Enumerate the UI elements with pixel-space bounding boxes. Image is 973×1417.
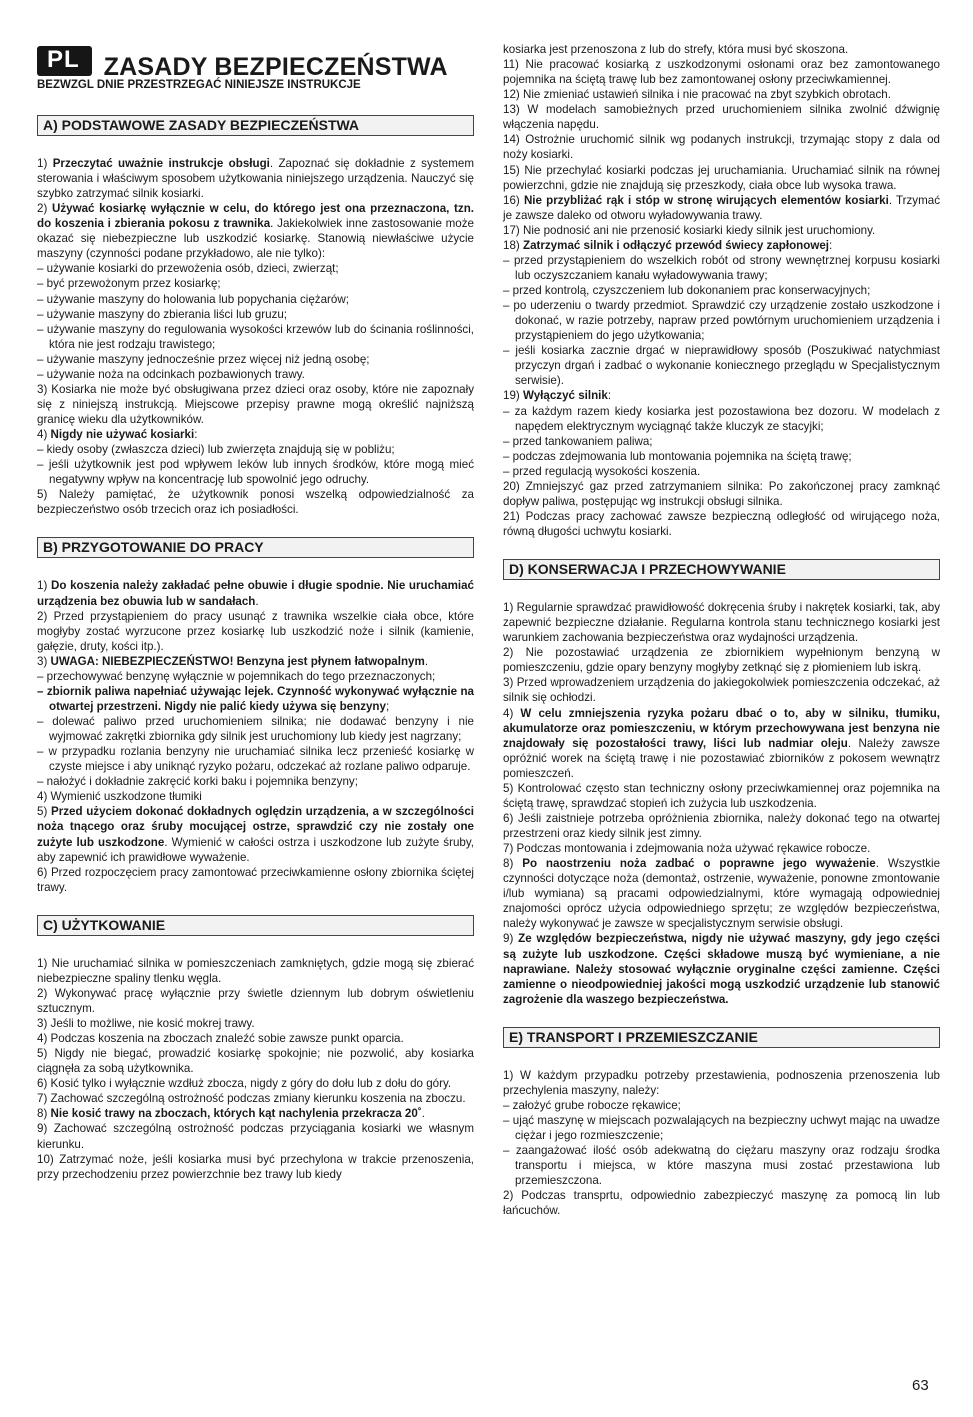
list-item — [503, 1113, 940, 1143]
paragraph — [37, 1152, 474, 1182]
paragraph-text: 7) Podczas montowania i zdejmowania noża używać rękawice robocze. — [503, 842, 871, 856]
paragraph — [37, 578, 474, 608]
paragraph — [37, 609, 474, 654]
list-item-text: ; — [385, 699, 390, 713]
paragraph — [37, 654, 474, 669]
paragraph-number: 4) — [503, 706, 521, 720]
paragraph — [503, 856, 940, 931]
paragraph-text: 6) Przed rozpoczęciem pracy zamontować przeciwkamienne osłony zbiornika ściętej trawy. — [37, 865, 474, 894]
paragraph — [503, 163, 940, 193]
list-item-text: – przed tankowaniem paliwa; — [503, 434, 653, 448]
list-item — [37, 261, 474, 276]
paragraph-bold-text: Po naostrzeniu noża zadbać o poprawne jego wyważenie — [522, 857, 876, 871]
paragraph-text: 1) Nie uruchamiać silnika w pomieszczeniach zamkniętych, gdzie mogą się zbierać niebezpieczne spaliny tlenku węgla. — [37, 956, 474, 985]
paragraph — [503, 132, 940, 162]
paragraph — [503, 931, 940, 1006]
paragraph-number: 18) — [503, 238, 523, 252]
list-item — [503, 298, 940, 343]
paragraph-text: 4) Wymienić uszkodzone tłumiki — [37, 790, 202, 804]
section-d-body — [503, 600, 940, 1007]
paragraph-text: 3) Przed wprowadzeniem urządzenia do jakiegokolwiek pomieszczenia odczekać, aż silnik się ochłodzi. — [503, 676, 940, 705]
list-item-text: – po uderzeniu o twardy przedmiot. Sprawdzić czy urządzenie zostało uszkodzone i dokonać, w razie potrzeby, napraw przed powtórnym uruchomieniem urządzenia i przystąpieniem do jego użytkowania; — [503, 299, 940, 343]
paragraph-text: : — [829, 238, 833, 252]
paragraph-number: 9) — [503, 932, 519, 946]
paragraph-text: 15) Nie przechylać kosiarki podczas jej uruchamiania. Uruchamiać silnik na równej powierzchni, gdzie nie znajdują się przeszkody, ciała obce lub wysoka trawa. — [503, 163, 940, 192]
paragraph-text: 20) Zmniejszyć gaz przed zatrzymaniem silnika: Po zakończonej pracy zamknąć dopływ paliwa, postępując wg instrukcji obsługi silnika. — [503, 479, 940, 508]
paragraph-text: 17) Nie podnosić ani nie przenosić kosiarki kiedy silnik jest uruchomiony. — [503, 223, 876, 237]
paragraph-text: . — [255, 594, 259, 608]
paragraph — [37, 1091, 474, 1106]
paragraph-text: 2) Podczas transprtu, odpowiednio zabezpieczyć maszynę za pomocą lin lub łańcuchów. — [503, 1189, 940, 1218]
list-item — [503, 1143, 940, 1188]
list-item — [37, 744, 474, 774]
paragraph-text: 5) Kontrolować często stan techniczny osłony przeciwkamiennej oraz pojemnika na ściętą trawę, sprawdzać stopień ich zużycia lub uszkodzenia. — [503, 781, 940, 810]
list-item-text: – przed przystąpieniem do wszelkich robót od strony wewnętrznej korpusu kosiarki lub oczyszczaniem kanału wyładowywania trawy; — [503, 253, 940, 282]
list-item-text: – zaangażować ilość osób adekwatną do ciężaru maszyny oraz rodzaju środka transportu i miejsca, w które maszyna musi zostać przestawiona lub przemieszczona. — [503, 1144, 940, 1188]
paragraph-text: 4) Podczas koszenia na zboczach znaleźć sobie zawsze punkt oparcia. — [37, 1032, 404, 1046]
paragraph-text: 6) Jeśli zaistnieje potrzeba opróżnienia zbiornika, należy dokonać tego na otwartej przestrzeni oraz kiedy silnik jest zimny. — [503, 811, 940, 840]
paragraph — [503, 645, 940, 675]
list-item — [503, 464, 940, 479]
paragraph-bold-text: Ze względów bezpieczeństwa, nigdy nie używać maszyny, gdy jego części są zużyte lub uszkodzone. Części składowe muszą być wymieniane, a nie naprawiane. Należy stosować wyłącznie oryginalne części zamienne. Części zamienne o nieodpowiedniej jakości mogą uszkodzić urządzenie lub stanowić zagrożenie dla waszego bezpieczeństwa. — [503, 932, 940, 1006]
paragraph-number: 8) — [503, 857, 523, 871]
right-column — [503, 42, 940, 1218]
paragraph-number: 8) — [37, 1107, 51, 1121]
paragraph — [503, 102, 940, 132]
list-item-text: – założyć grube robocze rękawice; — [503, 1098, 681, 1112]
list-item — [503, 404, 940, 434]
page-subtitle: BEZWZGL DNIE PRZESTRZEGAĆ NINIEJSZE INSTRUKCJE — [37, 79, 361, 91]
paragraph — [503, 509, 940, 539]
list-item-text: – przechowywać benzynę wyłącznie w pojemnikach do tego przeznaczonych; — [37, 669, 436, 683]
list-item-text: – nałożyć i dokładnie zakręcić korki baku i pojemnika benzyny; — [37, 775, 358, 789]
list-item-text: – przed kontrolą, czyszczeniem lub dokonaniem prac konserwacyjnych; — [503, 284, 871, 297]
paragraph-bold-text: Przed użyciem dokonać dokładnych oględzin urządzenia, a w szczególności noża tnącego oraz śruby mocującej ostrze, sprawdzić czy nie zostały one zużyte lub uszkodzone — [37, 805, 474, 849]
paragraph — [37, 1121, 474, 1151]
section-c-body — [37, 956, 474, 1182]
section-d-title: D) KONSERWACJA I PRZECHOWYWANIE — [503, 559, 940, 580]
paragraph-text: 13) W modelach samobieżnych przed uruchomieniem silnika zwolnić dźwignię włączenia napędu. — [503, 103, 940, 132]
list-item — [503, 253, 940, 283]
paragraph-number: 3) — [37, 654, 51, 668]
paragraph — [503, 42, 940, 57]
paragraph — [37, 804, 474, 864]
paragraph — [503, 479, 940, 509]
list-item — [503, 449, 940, 464]
paragraph-text: 7) Zachować szczególną ostrożność podczas zmiany kierunku koszenia na zboczu. — [37, 1092, 466, 1106]
paragraph-number: 2) — [37, 202, 52, 216]
paragraph — [503, 781, 940, 811]
list-item-bold-text: – zbiornik paliwa napełniać używając lejek. Czynność wykonywać wyłącznie na otwartej przestrzeni. Nigdy nie palić kiedy używa się benzyny — [37, 684, 474, 713]
paragraph — [503, 1188, 940, 1218]
paragraph-text: . Trzymać je zawsze daleko od otworu wyładowywania trawy. — [503, 193, 941, 222]
list-item — [37, 292, 474, 307]
paragraph-number: 1) — [37, 156, 53, 170]
list-item-text: – kiedy osoby (zwłaszcza dzieci) lub zwierzęta znajdują się w pobliżu; — [37, 443, 395, 457]
paragraph-bold-text: Nigdy nie używać kosiarki — [50, 428, 195, 442]
paragraph-text: . Należy zawsze opróżnić worek na ściętą trawę i nie pozostawiać zbiorników z pokosem wewnątrz pomieszczeń. — [503, 736, 940, 780]
list-item-text: – być przewożonym przez kosiarkę; — [37, 277, 221, 291]
paragraph-number: 4) — [37, 428, 51, 442]
paragraph-number: 16) — [503, 193, 524, 207]
list-item-text: – używanie noża na odcinkach pozbawionych trawy. — [37, 367, 305, 381]
paragraph — [37, 865, 474, 895]
paragraph-text: 3) Jeśli to możliwe, nie kosić mokrej trawy. — [37, 1017, 255, 1030]
paragraph — [503, 87, 940, 102]
paragraph-text: . Wszystkie czynności dotyczące noża (demontaż, ostrzenie, wyważenie, ponowne zmontowanie i/lub wymiana) są pracami odpowiedzialnymi, które wymagają odpowiedniej znajomości oprócz użycia odpowiedniego sprzętu; ze względów bezpieczeństwa, należy wykonywać je zawsze w specjalistycznym serwisie obsługi. — [503, 857, 941, 931]
list-item-text: – używanie maszyny do regulowania wysokości krzewów lub do ścinania roślinności, która nie jest rodzaju trawistego; — [37, 322, 474, 351]
paragraph-text: 14) Ostrożnie uruchomić silnik wg podanych instrukcji, trzymając stopy z dala od noży kosiarki. — [503, 133, 940, 162]
list-item — [37, 442, 474, 457]
paragraph-text: : — [194, 428, 198, 442]
section-b-title: B) PRZYGOTOWANIE DO PRACY — [37, 537, 474, 558]
list-item-text: – podczas zdejmowania lub montowania pojemnika na ściętą trawę; — [503, 449, 852, 463]
page-title: ZASADY BEZPIECZEŃSTWA — [103, 53, 448, 81]
list-item-text: – dolewać paliwo przed uruchomieniem silnika; nie dodawać benzyny i nie wyjmować zakrętki zbiornika gdy silnik jest uruchomiony lub kiedy jest nagrzany; — [37, 715, 474, 744]
list-item-text: – ująć maszynę w miejscach pozwalających na bezpieczny uchwyt mając na uwadze ciężar i jego rozmieszczenie; — [503, 1113, 940, 1142]
paragraph — [37, 956, 474, 986]
left-column — [37, 46, 474, 1182]
paragraph-number: 19) — [503, 389, 523, 403]
paragraph-text: 1) Regularnie sprawdzać prawidłowość dokręcenia śruby i nakrętek kosiarki, tak, aby zapewnić bezpieczne działanie. Regularna kontrola stanu technicznego kosiarki jest warunkiem zachowania bezpieczeństwa oraz wydajności urządzenia. — [503, 601, 940, 645]
paragraph — [503, 57, 940, 87]
paragraph-text: 3) Kosiarka nie może być obsługiwana przez dzieci oraz osoby, które nie zapoznały się z niniejszą instrukcją. Miejscowe przepisy prawne mogą określić najniższą granicę wieku dla użytkowników. — [37, 382, 474, 426]
list-item — [37, 669, 474, 684]
paragraph — [503, 706, 940, 781]
paragraph-bold-text: Nie kosić trawy na zboczach, których kąt nachylenia przekracza 20˚ — [50, 1107, 422, 1121]
paragraph-text: . Zapoznać się dokładnie z systemem sterowania i właściwym sposobem użytkowania niniejszego urządzenia. Nauczyć się szybko zatrzymać silnik kosiarki. — [37, 156, 475, 201]
paragraph-text: 5) Należy pamiętać, że użytkownik ponosi wszelką odpowiedzialność za bezpieczeństwo osób trzecich oraz ich posiadłości. — [37, 488, 474, 517]
list-item-text: – w przypadku rozlania benzyny nie uruchamiać silnika lecz przenieść kosiarkę w czyste miejsce i aby uniknąć ryzyko pożaru, odczekać aż rozlane paliwo odparuje. — [37, 745, 474, 774]
title-row — [37, 46, 474, 82]
paragraph-text: . — [421, 1107, 425, 1121]
list-item — [37, 714, 474, 744]
list-item — [503, 1098, 940, 1113]
paragraph-text: kosiarka jest przenoszona z lub do strefy, która musi być skoszona. — [503, 43, 849, 56]
paragraph-bold-text: UWAGA: NIEBEZPIECZEŃSTWO! Benzyna jest płynem łatwopalnym — [50, 654, 425, 668]
paragraph-text: 9) Zachować szczególną ostrożność podczas przyciągania kosiarki we własnym kierunku. — [37, 1122, 474, 1151]
list-item-text: – jeśli użytkownik jest pod wpływem leków lub innych środków, które mogą mieć negatywny wpływ na koncentrację lub spowolnić jego odruchy. — [37, 458, 474, 487]
paragraph-text: . Wymienić w całości ostrza i uszkodzone lub zużyte śruby, aby zapewnić ich prawidłowe wyważenie. — [37, 835, 475, 864]
page-number: 63 — [912, 1377, 929, 1394]
paragraph-number: 1) — [37, 579, 51, 593]
list-item — [37, 684, 474, 714]
list-item — [37, 307, 474, 322]
paragraph-text: : — [607, 389, 612, 403]
paragraph-text: 2) Nie pozostawiać urządzenia ze zbiornikiem wypełnionym benzyną w pomieszczeniu, gdzie opary benzyny mogłyby zetknąć się z płomieniem lub iskrą. — [503, 646, 940, 675]
paragraph — [503, 388, 940, 403]
paragraph-text: 2) Przed przystąpieniem do pracy usunąć z trawnika wszelkie ciała obce, które mogłyby zostać wyrzucone przez kosiarkę lub uszkodzić noże i silnik (kamienie, gałęzie, druty, kości itp.). — [37, 609, 474, 653]
section-a-body — [37, 156, 474, 518]
list-item — [37, 774, 474, 789]
paragraph-bold-text: Nie przybliżać rąk i stóp w stronę wirujących elementów kosiarki — [523, 193, 889, 207]
paragraph-text: . Jakiekolwiek inne zastosowanie może okazać się niebezpieczne lub uszkodzić kosiarkę. Stanowią niewłaściwe użycie maszyny (czynności podane przykładowo, ale nie tylko): — [37, 217, 474, 261]
paragraph-text: 12) Nie zmieniać ustawień silnika i nie pracować na zbyt szybkich obrotach. — [503, 88, 891, 102]
list-item — [37, 367, 474, 382]
paragraph-bold-text: Do koszenia należy zakładać pełne obuwie i długie spodnie. Nie uruchamiać urządzenia bez obuwia lub w sandałach — [37, 579, 475, 608]
paragraph — [503, 811, 940, 841]
section-a-title: A) PODSTAWOWE ZASADY BEZPIECZEŃSTWA — [37, 115, 474, 136]
paragraph-bold-text: Wyłączyć silnik — [522, 389, 608, 403]
list-item-text: – przed regulacją wysokości koszenia. — [503, 464, 701, 478]
paragraph — [37, 156, 474, 201]
list-item-text: – jeśli kosiarka zacznie drgać w nieprawidłowy sposób (Poszukiwać natychmiast przyczyn drgań i zadbać o wykonanie koniecznego przeglądu w Specjalistycznym serwisie). — [503, 344, 940, 388]
paragraph — [37, 986, 474, 1016]
section-e-title: E) TRANSPORT I PRZEMIESZCZANIE — [503, 1027, 940, 1048]
paragraph — [503, 675, 940, 705]
section-c-title: C) UŻYTKOWANIE — [37, 915, 474, 936]
list-item-text: – używanie maszyny do holowania lub popychania ciężarów; — [37, 292, 349, 306]
paragraph-text: 21) Podczas pracy zachować zawsze bezpieczną odległość od wirującego noża, równą długości uchwytu kosiarki. — [503, 509, 940, 538]
list-item-text: – używanie maszyny jednocześnie przez więcej niż jedną osobę; — [37, 352, 370, 366]
paragraph — [37, 427, 474, 442]
paragraph-text: 11) Nie pracować kosiarką z uszkodzonymi osłonami oraz bez zamontowanego pojemnika na ściętą trawę lub bez zamontowanej osłony przeciwkamiennej. — [503, 58, 940, 87]
list-item — [37, 322, 474, 352]
paragraph — [37, 382, 474, 427]
paragraph — [37, 487, 474, 517]
paragraph-text: 5) Nigdy nie biegać, prowadzić kosiarkę spokojnie; nie pozwolić, aby kosiarka ciągnęła za sobą użytkownika. — [37, 1047, 474, 1076]
paragraph-bold-text: W celu zmniejszenia ryzyka pożaru dbać o to, aby w silniku, tłumiku, akumulatorze oraz pomieszczeniu, w którym przechowywana jest benzyna nie znajdowały się pozostałości trawy, liści lub nadmiar oleju — [503, 706, 941, 750]
paragraph — [503, 841, 940, 856]
paragraph — [503, 1068, 940, 1098]
list-item — [503, 343, 940, 388]
list-item — [37, 352, 474, 367]
paragraph-number: 5) — [37, 805, 51, 819]
paragraph — [37, 789, 474, 804]
paragraph — [503, 223, 940, 238]
list-item — [503, 283, 940, 298]
list-item — [37, 276, 474, 291]
paragraph — [37, 201, 474, 261]
paragraph — [503, 600, 940, 645]
list-item-text: – używanie kosiarki do przewożenia osób, dzieci, zwierząt; — [37, 262, 339, 276]
paragraph — [503, 238, 940, 253]
paragraph-text: 10) Zatrzymać noże, jeśli kosiarka musi być przechylona w trakcie przenoszenia, przy przechodzeniu przez powierzchnie bez trawy lub kiedy — [37, 1152, 474, 1181]
section-c-continued-body — [503, 42, 940, 539]
paragraph-text: 1) W każdym przypadku potrzeby przestawienia, podnoszenia przenoszenia lub przechylenia maszyny, należy: — [503, 1068, 940, 1097]
paragraph-bold-text: Przeczytać uważnie instrukcje obsługi — [52, 156, 270, 170]
paragraph-text: . — [424, 654, 429, 668]
paragraph-text: 6) Kosić tylko i wyłącznie wzdłuż zbocza, nigdy z góry do dołu lub z dołu do góry. — [37, 1077, 452, 1091]
paragraph — [37, 1031, 474, 1046]
paragraph — [503, 193, 940, 223]
paragraph — [37, 1046, 474, 1076]
paragraph-bold-text: Używać kosiarkę wyłącznie w celu, do którego jest ona przeznaczona, tzn. do koszenia i zbierania pokosu z trawnika — [37, 202, 474, 231]
section-b-body — [37, 578, 474, 894]
list-item — [503, 434, 940, 449]
language-badge: PL — [37, 46, 92, 76]
paragraph — [37, 1106, 474, 1121]
list-item — [37, 457, 474, 487]
paragraph-bold-text: Zatrzymać silnik i odłączyć przewód świecy zapłonowej — [522, 238, 830, 252]
section-e-body — [503, 1068, 940, 1219]
list-item-text: – za każdym razem kiedy kosiarka jest pozostawiona bez dozoru. W modelach z napędem elektrycznym wyciągnąć także kluczyk ze stacyjki; — [503, 404, 940, 433]
paragraph — [37, 1076, 474, 1091]
paragraph — [37, 1016, 474, 1031]
paragraph-text: 2) Wykonywać pracę wyłącznie przy świetle dziennym lub dobrym oświetleniu sztucznym. — [37, 986, 474, 1015]
list-item-text: – używanie maszyny do zbierania liści lub gruzu; — [37, 307, 288, 321]
